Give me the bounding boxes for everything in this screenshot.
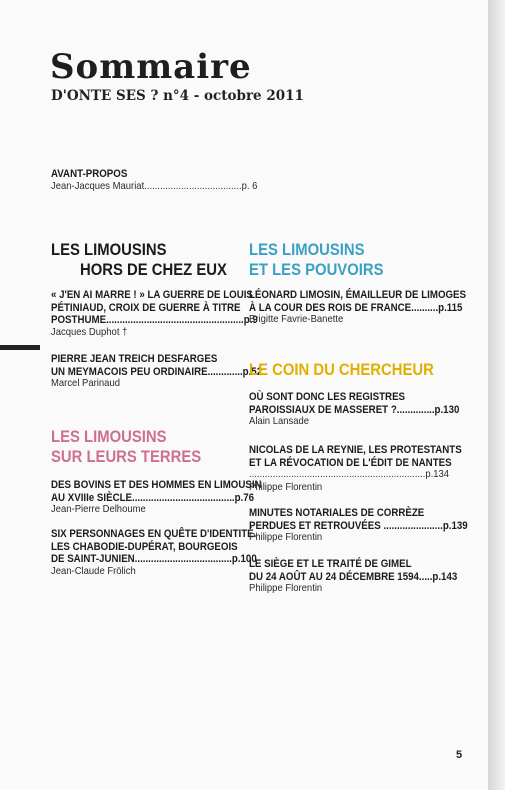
entry-title-line: ET LA RÉVOCATION DE L'ÉDIT DE NANTES xyxy=(249,456,452,469)
toc-entry xyxy=(51,528,280,578)
entry-author: Jacques Duphot † xyxy=(51,326,128,338)
entry-title: AVANT-PROPOS xyxy=(51,168,128,180)
toc-entry xyxy=(249,507,492,545)
entry-author: Marcel Parinaud xyxy=(51,378,120,389)
entry-author-page: Jean-Jacques Mauriat.....................................p. 6 xyxy=(51,180,258,192)
section-heading-terres-line1: LES LIMOUSINS xyxy=(51,428,167,446)
scan-edge xyxy=(488,0,505,790)
section-heading-hors-line2: HORS DE CHEZ EUX xyxy=(80,261,227,279)
entry-title-line: NICOLAS DE LA REYNIE, LES PROTESTANTS xyxy=(249,444,462,456)
binding-mark xyxy=(0,345,40,350)
entry-title-line: POSTHUME...................................................p.9 xyxy=(51,314,258,326)
entry-title-line: PAROISSIAUX DE MASSERET ?..............p.130 xyxy=(249,403,460,416)
entry-author: Alain Lansade xyxy=(249,416,310,427)
issue-subtitle: D'ONTE SES ? n°4 - octobre 2011 xyxy=(51,88,304,104)
section-heading-pouvoirs-line2: ET LES POUVOIRS xyxy=(249,261,384,279)
entry-title-line: SIX PERSONNAGES EN QUÊTE D'IDENTITÉ. xyxy=(51,528,257,540)
section-heading-chercheur: LE COIN DU CHERCHEUR xyxy=(249,361,434,379)
entry-author: Jean-Pierre Delhoume xyxy=(51,504,146,515)
page-title: Sommaire xyxy=(50,47,252,87)
entry-title-line: DU 24 AOÛT AU 24 DÉCEMBRE 1594.....p.143 xyxy=(249,570,458,583)
section-heading-terres-line2: SUR LEURS TERRES xyxy=(51,448,202,466)
toc-entry xyxy=(249,391,483,429)
entry-author: Brigitte Favrie-Banette xyxy=(249,314,344,325)
entry-author: Jean-Claude Frölich xyxy=(51,565,136,577)
entry-author: Philippe Florentin xyxy=(249,532,323,543)
entry-title-line: LÉONARD LIMOSIN, ÉMAILLEUR DE LIMOGES xyxy=(249,289,467,301)
entry-title-line: DES BOVINS ET DES HOMMES EN LIMOUSIN xyxy=(51,479,262,491)
entry-title-line: UN MEYMACOIS PEU ORDINAIRE.............p.52 xyxy=(51,365,263,378)
entry-title-line: MINUTES NOTARIALES DE CORRÈZE xyxy=(249,507,425,519)
page-number: 5 xyxy=(456,749,463,761)
entry-title-line: LES CHABODIE-DUPÉRAT, BOURGEOIS xyxy=(51,540,238,553)
entry-title-line: PIERRE JEAN TREICH DESFARGES xyxy=(51,353,218,365)
entry-title-line: DE SAINT-JUNIEN....................................p.100 xyxy=(51,553,257,565)
toc-entry xyxy=(249,444,485,494)
entry-title-line: PÉTINIAUD, CROIX DE GUERRE À TITRE xyxy=(51,301,241,314)
entry-author: Philippe Florentin xyxy=(249,481,323,493)
toc-entry xyxy=(51,289,281,339)
entry-author: Philippe Florentin xyxy=(249,583,323,594)
entry-title-line: OÙ SONT DONC LES REGISTRES xyxy=(249,391,406,403)
entry-page-ref: ...................................................................p.134 xyxy=(249,469,450,480)
section-heading-hors-line1: LES LIMOUSINS xyxy=(51,241,167,259)
toc-entry xyxy=(249,558,480,596)
section-heading-pouvoirs-line1: LES LIMOUSINS xyxy=(249,241,365,259)
avant-propos-block xyxy=(51,168,275,193)
entry-title-line: LE SIÈGE ET LE TRAITÉ DE GIMEL xyxy=(249,558,412,570)
entry-title-line: « J'EN AI MARRE ! » LA GUERRE DE LOUIS xyxy=(51,289,253,301)
entry-title-line: AU XVIIIe SIÈCLE......................................p.76 xyxy=(51,491,255,504)
entry-title-line: PERDUES ET RETROUVÉES ......................p.139 xyxy=(249,519,468,532)
toc-entry xyxy=(249,289,490,327)
entry-title-line: À LA COUR DES ROIS DE FRANCE..........p.115 xyxy=(249,301,463,314)
